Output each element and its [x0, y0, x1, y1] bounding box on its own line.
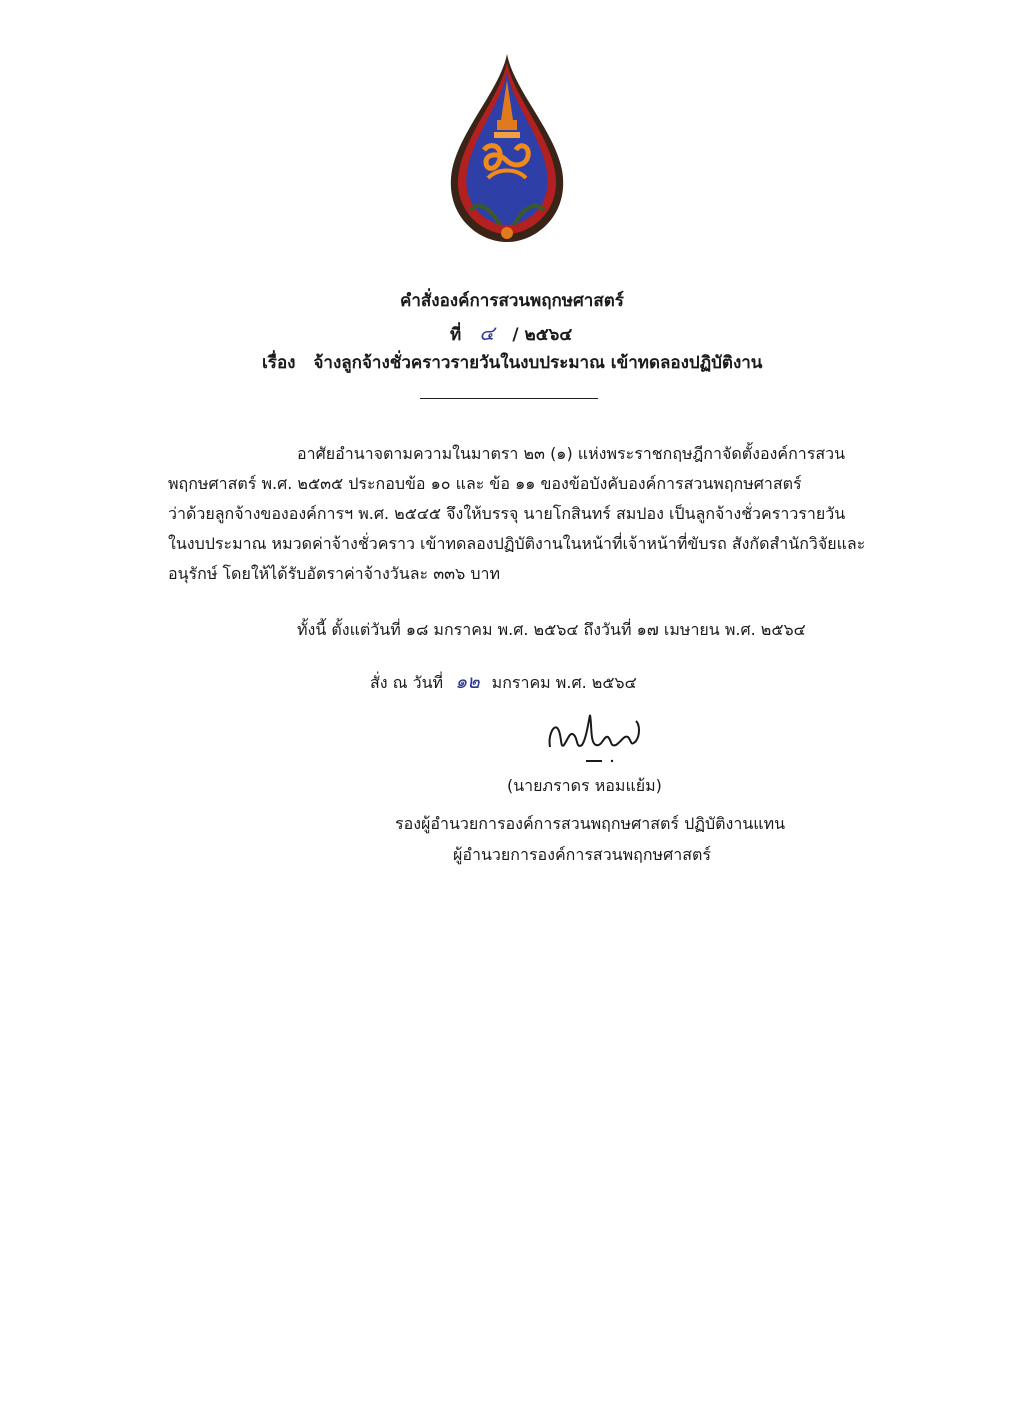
effective-period: ทั้งนี้ ตั้งแต่วันที่ ๑๘ มกราคม พ.ศ. ๒๕๖๔ ถึงวันที่ ๑๗ เมษายน พ.ศ. ๒๕๖๔ [297, 620, 806, 639]
signer-position-line-1: รองผู้อำนวยการองค์การสวนพฤกษศาสตร์ ปฏิบัติงานแทน [395, 814, 786, 833]
order-number-prefix: ที่ [450, 325, 462, 345]
ordered-date-day-handwritten: ๑๒ [455, 671, 480, 693]
signer-position-line-2: ผู้อำนวยการองค์การสวนพฤกษศาสตร์ [453, 845, 711, 864]
subject-line [262, 349, 762, 376]
subject-text: จ้างลูกจ้างชั่วคราวรายวันในงบประมาณ เข้าทดลองปฏิบัติงาน [313, 353, 763, 373]
order-number-handwritten: ๔ [479, 321, 495, 345]
body-line-4: ในงบประมาณ หมวดค่าจ้างชั่วคราว เข้าทดลองปฏิบัติงานในหน้าที่เจ้าหน้าที่ขับรถ สังกัดสำนักวิจัยและ [168, 534, 866, 553]
signature-icon [540, 705, 650, 767]
signature [540, 705, 650, 767]
body-line-5: อนุรักษ์ โดยให้ได้รับอัตราค่าจ้างวันละ ๓๓๖ บาท [168, 564, 501, 583]
ordered-date [370, 667, 637, 697]
body-line-3: ว่าด้วยลูกจ้างขององค์การฯ พ.ศ. ๒๕๔๕ จึงให้บรรจุ นายโกสินทร์ สมปอง เป็นลูกจ้างชั่วคราวรายวัน [168, 504, 846, 523]
body-line-2: พฤกษศาสตร์ พ.ศ. ๒๕๓๕ ประกอบข้อ ๑๐ และ ข้อ ๑๑ ของข้อบังคับองค์การสวนพฤกษศาสตร์ [168, 474, 802, 493]
ordered-date-prefix: สั่ง ณ วันที่ [370, 673, 444, 692]
ordered-date-suffix: มกราคม พ.ศ. ๒๕๖๔ [491, 673, 637, 692]
signer-name: (นายภราดร หอมแย้ม) [507, 776, 662, 795]
order-title: คำสั่งองค์การสวนพฤกษศาสตร์ [400, 291, 624, 311]
body-line-1: อาศัยอำนาจตามความในมาตรา ๒๓ (๑) แห่งพระราชกฤษฎีกาจัดตั้งองค์การสวน [297, 444, 846, 463]
subject-label: เรื่อง [262, 353, 296, 373]
emblem-drop-icon [440, 50, 575, 245]
order-number [450, 317, 572, 349]
title-divider [420, 398, 598, 399]
org-emblem-logo [440, 50, 575, 245]
order-number-year: / ๒๕๖๔ [512, 325, 573, 345]
